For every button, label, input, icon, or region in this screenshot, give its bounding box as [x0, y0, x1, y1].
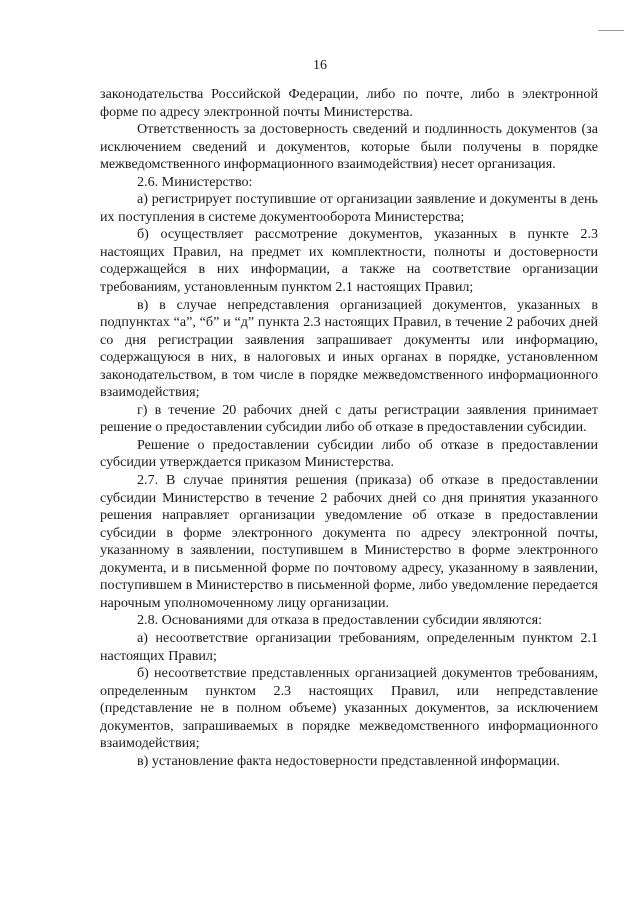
paragraph: г) в течение 20 рабочих дней с даты регистрации заявления принимает решение о предоставлении субсидии либо об отказе в предоставлении субсидии.: [100, 401, 598, 436]
paragraph: а) несоответствие организации требованиям, определенным пунктом 2.1 настоящих Правил;: [100, 629, 598, 664]
corner-mark: [598, 30, 624, 31]
paragraph: б) осуществляет рассмотрение документов, указанных в пункте 2.3 настоящих Правил, на предмет их комплектности, полноты и достоверности содержащейся в них информации, а также на соответствие организации требованиям, установленным пунктом 2.1 настоящих Правил;: [100, 226, 598, 296]
paragraph: 2.8. Основаниями для отказа в предоставлении субсидии являются:: [137, 612, 543, 629]
paragraph: в) в случае непредставления организацией документов, указанных в подпунктах “а”, “б” и “д” пункта 2.3 настоящих Правил, в течение 2 рабочих дней со дня регистрации заявления запрашивает документы или информацию, содержащуюся в них, в налоговых и иных органах в порядке, установленном законодательством, в том числе в порядке межведомственного информационного взаимодействия;: [100, 296, 598, 401]
paragraph: б) несоответствие представленных организацией документов требованиям, определенным пунктом 2.3 настоящих Правил, или непредставление (представление не в полном объеме) указанных документов, за исключением документов, запрашиваемых в порядке межведомственного информационного взаимодействия;: [100, 665, 598, 752]
paragraph: в) установление факта недостоверности представленной информации.: [137, 752, 560, 769]
paragraph: Ответственность за достоверность сведений и подлинность документов (за исключением сведений и документов, которые были получены в порядке межведомственного информационного взаимодействия) несет организация.: [100, 121, 598, 173]
paragraph: законодательства Российской Федерации, либо по почте, либо в электронной форме по адресу электронной почты Министерства.: [100, 86, 598, 120]
paragraph: а) регистрирует поступившие от организации заявление и документы в день их поступления в системе документооборота Министерства;: [100, 191, 598, 225]
paragraph: Решение о предоставлении субсидии либо об отказе в предоставлении субсидии утверждается приказом Министерства.: [100, 436, 598, 471]
section-heading: 2.6. Министерство:: [137, 173, 253, 190]
page-number: 16: [313, 58, 327, 73]
paragraph: 2.7. В случае принятия решения (приказа) об отказе в предоставлении субсидии Министерство в течение 2 рабочих дней со дня принятия указанного решения направляет организации уведомление об отказе в предоставлении субсидии в форме электронного документа по адресу электронной почты, указанному в заявлении, поступившем в Министерство в форме электронного документа, и в письменной форме по почтовому адресу, указанному в заявлении, поступившем в Министерство в письменной форме, либо уведомление передается нарочным уполномоченному лицу организации.: [100, 472, 598, 611]
document-body: [100, 86, 598, 770]
